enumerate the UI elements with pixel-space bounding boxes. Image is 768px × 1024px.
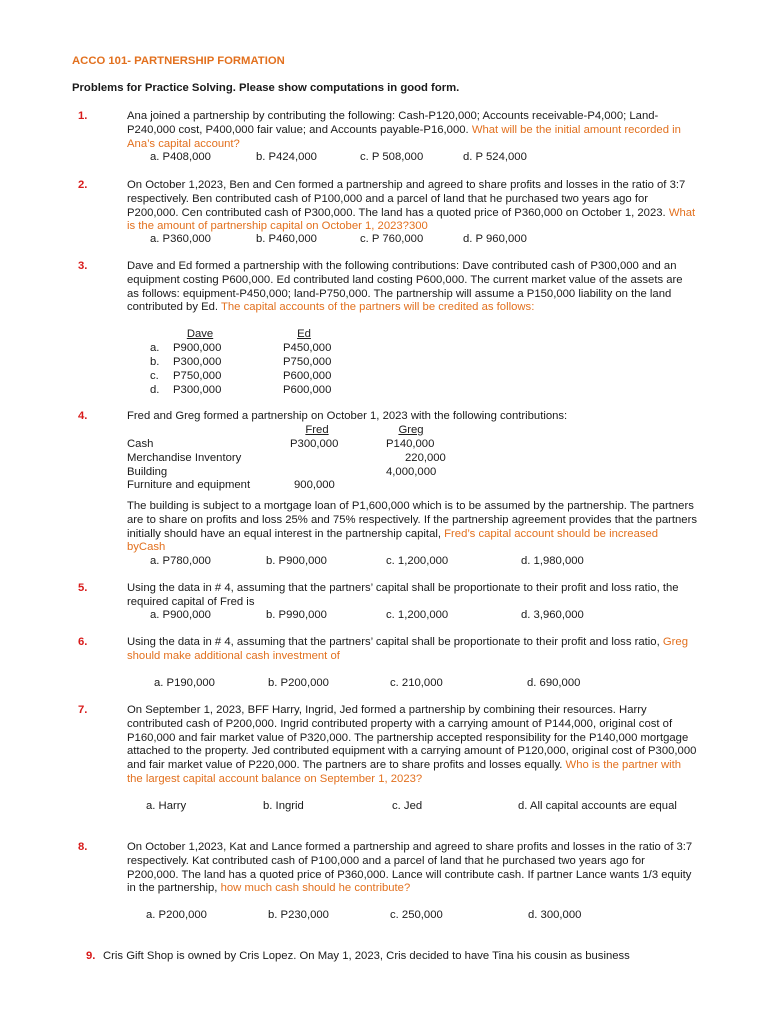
fred-amount: P300,000 (290, 438, 339, 450)
greg-amount: P140,000 (386, 438, 435, 450)
choice-d: d. 690,000 (527, 677, 581, 689)
column-header-ed: Ed (297, 328, 311, 340)
option-ed-value: P600,000 (283, 370, 332, 382)
greg-amount: 220,000 (405, 452, 446, 464)
choice-b: b. P200,000 (268, 677, 329, 689)
fred-amount: 900,000 (294, 479, 335, 491)
choice-b: b. P990,000 (266, 609, 327, 621)
question-5-text: Using the data in # 4, assuming that the partners’ capital shall be proportionate to their profit and loss ratio, the required capital of Fred is (127, 582, 679, 608)
choice-b: b. P230,000 (268, 909, 329, 921)
choice-a: a. P190,000 (154, 677, 215, 689)
choice-a: a. P200,000 (146, 909, 207, 921)
question-1-text: Ana joined a partnership by contributing the following: Cash-P120,000; Accounts receivable-P4,000; Land-P240,000 cost, P400,000 fair value; and Accounts payable-P16,000. What will be the initial amount recorded in Ana’s capital account? (127, 110, 681, 150)
choice-a: a. Harry (146, 800, 187, 812)
column-header-greg: Greg (398, 424, 424, 436)
choice-a: a. P780,000 (150, 555, 211, 567)
option-letter: a. (150, 342, 160, 354)
choice-b: b. P424,000 (256, 151, 317, 163)
option-ed-value: P750,000 (283, 356, 332, 368)
choice-a: a. P900,000 (150, 609, 211, 621)
question-number: 7. (78, 704, 88, 716)
option-ed-value: P450,000 (283, 342, 332, 354)
question-8-text: On October 1,2023, Kat and Lance formed a partnership and agreed to share profits and losses in the ratio of 3:7 respectively. Kat contributed cash of P100,000 and a parcel of land that he purchased two years ago for P200,000. The land has a quoted price of P360,000. Lance will contribute cash. If partner Lance wants 1/3 equity in the partnership, how much cash should he contribute? (127, 841, 693, 895)
question-number: 6. (78, 636, 88, 648)
question-number: 9. (86, 950, 96, 962)
choice-c: c. 210,000 (390, 677, 443, 689)
document-title: ACCO 101- PARTNERSHIP FORMATION (72, 55, 285, 67)
question-number: 8. (78, 841, 88, 853)
question-3-prompt: The capital accounts of the partners will be credited as follows: (221, 301, 535, 314)
choice-c: c. 250,000 (390, 909, 443, 921)
option-dave-value: P300,000 (173, 384, 222, 396)
question-number: 1. (78, 110, 88, 122)
question-number: 4. (78, 410, 88, 422)
option-dave-value: P900,000 (173, 342, 222, 354)
choice-c: c. P 508,000 (360, 151, 424, 163)
choice-d: d. 1,980,000 (521, 555, 584, 567)
choice-d: d. P 524,000 (463, 151, 527, 163)
question-8-prompt: how much cash should he contribute? (220, 882, 411, 895)
choice-c: c. 1,200,000 (386, 609, 449, 621)
choice-c: c. P 760,000 (360, 233, 424, 245)
question-7-text: On September 1, 2023, BFF Harry, Ingrid, Jed formed a partnership by combining their resources. Harry contributed cash of P200,000. Ingrid contributed property with a carrying amount of P144,000, original cost of P160,000 and fair market value of P320,000. The partnership accepted responsibility for the P140,000 mortgage attached to the property. Jed contributed equipment with a carrying amount of P120,000, original cost of P300,000 and fair market value of P220,000. The partners are to share profits and losses equally. Who is the partner with the largest capital account balance on September 1, 2023? (127, 704, 697, 785)
option-dave-value: P750,000 (173, 370, 222, 382)
greg-amount: 4,000,000 (386, 466, 437, 478)
choice-c: c. 1,200,000 (386, 555, 449, 567)
question-number: 5. (78, 582, 88, 594)
option-dave-value: P300,000 (173, 356, 222, 368)
choice-d: d. All capital accounts are equal (518, 800, 677, 812)
question-number: 2. (78, 179, 88, 191)
column-header-dave: Dave (186, 328, 214, 340)
contribution-label: Building (127, 466, 168, 478)
choice-d: d. 3,960,000 (521, 609, 584, 621)
contribution-label: Furniture and equipment (127, 479, 251, 491)
question-2-prompt: What is the amount of partnership capital on October 1, 2023?300 (127, 206, 696, 233)
contribution-label: Merchandise Inventory (127, 452, 242, 464)
question-2-text: On October 1,2023, Ben and Cen formed a partnership and agreed to share profits and losses in the ratio of 3:7 respectively. Ben contributed cash of P100,000 and a parcel of land that he purchased two years ago for P200,000. Cen contributed cash of P300,000. The land has a quoted price of P360,000 on October 1, 2023. What is the amount of partnership capital on October 1, 2023?300 (127, 179, 696, 233)
option-ed-value: P600,000 (283, 384, 332, 396)
choice-c: c. Jed (392, 800, 423, 812)
question-4-intro: Fred and Greg formed a partnership on October 1, 2023 with the following contributions: (127, 410, 568, 422)
question-6-text: Using the data in # 4, assuming that the partners’ capital shall be proportionate to their profit and loss ratio, Greg should make additional cash investment of (127, 636, 688, 662)
choice-a: a. P408,000 (150, 151, 211, 163)
choice-d: d. 300,000 (528, 909, 582, 921)
choice-b: b. Ingrid (263, 800, 304, 812)
question-4-prompt: Fred’s capital account should be increased byCash (127, 527, 659, 554)
instructions: Problems for Practice Solving. Please show computations in good form. (72, 82, 460, 94)
option-letter: b. (150, 356, 160, 368)
question-number: 3. (78, 260, 88, 272)
choice-b: b. P900,000 (266, 555, 327, 567)
option-letter: c. (150, 370, 159, 382)
contribution-label: Cash (127, 438, 154, 450)
question-1-prompt: What will be the initial amount recorded in Ana’s capital account? (127, 123, 681, 150)
question-4-text: The building is subject to a mortgage loan of P1,600,000 which is to be assumed by the partnership. The partners are to share on profits and loss 25% and 75% respectively. If the partnership agreement provides that the partners initially should have an equal interest in the partnership capital, Fred’s capital account should be increased byCash (127, 500, 697, 554)
choice-b: b. P460,000 (256, 233, 317, 245)
choice-a: a. P360,000 (150, 233, 211, 245)
question-3-text: Dave and Ed formed a partnership with the following contributions: Dave contributed cash of P300,000 and an equipment costing P600,000. Ed contributed land costing P600,000. The current market value of the assets are as follows: equipment-P450,000; land-P750,000. The partnership will assume a P150,000 liability on the land contributed by Ed. The capital accounts of the partners will be credited as follows: (127, 260, 683, 314)
choice-d: d. P 960,000 (463, 233, 527, 245)
question-7-prompt: Who is the partner with the largest capital account balance on September 1, 2023? (127, 759, 682, 785)
column-header-fred: Fred (305, 424, 329, 436)
question-9-text: Cris Gift Shop is owned by Cris Lopez. On May 1, 2023, Cris decided to have Tina his cousin as business (103, 950, 630, 962)
question-6-prompt: Greg should make additional cash investment of (127, 636, 688, 662)
option-letter: d. (150, 384, 160, 396)
